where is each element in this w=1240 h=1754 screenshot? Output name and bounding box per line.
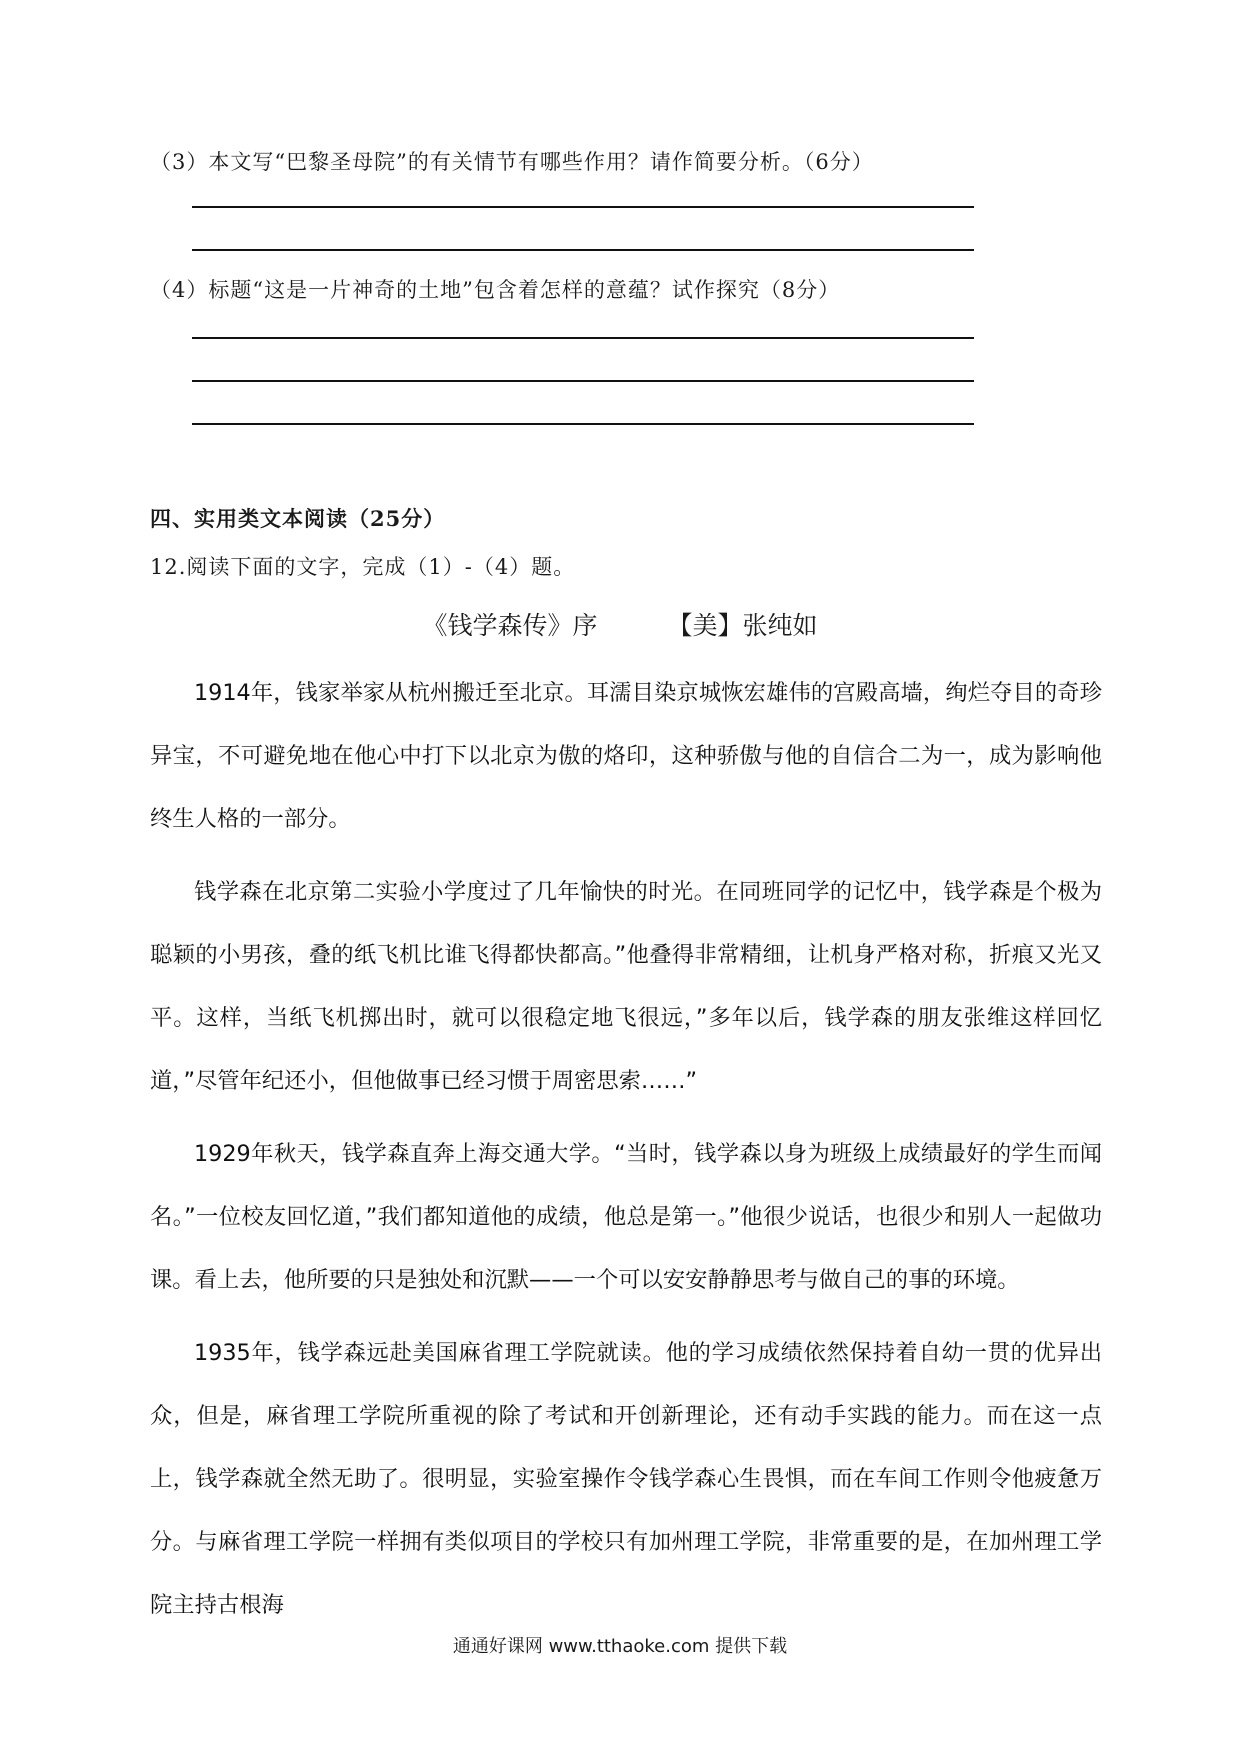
paragraph: 1914年，钱家举家从杭州搬迁至北京。耳濡目染京城恢宏雄伟的宫殿高墙，绚烂夺目的奇珍异宝，不可避免地在他心中打下以北京为傲的烙印，这种骄傲与他的自信合二为一，成为影响他终生人格的一部分。 xyxy=(150,680,1102,832)
article-title: 《钱学森传》序 xyxy=(422,611,598,640)
answer-line xyxy=(192,380,974,382)
answer-line xyxy=(192,249,974,251)
article-author: 【美】张纯如 xyxy=(667,611,818,640)
paragraph: 钱学森在北京第二实验小学度过了几年愉快的时光。在同班同学的记忆中，钱学森是个极为聪颖的小男孩，叠的纸飞机比谁飞得都快都高。”他叠得非常精细，让机身严格对称，折痕又光又平。这样，当纸飞机掷出时，就可以很稳定地飞很远，”多年以后，钱学森的朋友张维这样回忆道，”尽管年纪还小，但他做事已经习惯于周密思索……” xyxy=(150,879,1102,1094)
answer-line xyxy=(192,337,974,339)
question-3-prompt: （3）本文写“巴黎圣母院”的有关情节有哪些作用？请作简要分析。（6分） xyxy=(150,150,874,174)
page-footer: 通通好课网 www.tthaoke.com 提供下载 xyxy=(452,1636,788,1657)
section-heading: 四、实用类文本阅读（25分） xyxy=(150,506,446,531)
paragraph: 1929年秋天，钱学森直奔上海交通大学。“当时，钱学森以身为班级上成绩最好的学生而闻名。”一位校友回忆道，”我们都知道他的成绩，他总是第一。”他很少说话，也很少和别人一起做功课。看上去，他所要的只是独处和沉默——一个可以安安静静思考与做自己的事的环境。 xyxy=(150,1141,1102,1293)
paragraph: 1935年，钱学森远赴美国麻省理工学院就读。他的学习成绩依然保持着自幼一贯的优异出众，但是，麻省理工学院所重视的除了考试和开创新理论，还有动手实践的能力。而在这一点上，钱学森就全然无助了。很明显，实验室操作令钱学森心生畏惧，而在车间工作则令他疲惫万分。与麻省理工学院一样拥有类似项目的学校只有加州理工学院，非常重要的是，在加州理工学院主持古根海 xyxy=(150,1340,1102,1618)
answer-line xyxy=(192,206,974,208)
article-heading xyxy=(0,606,1240,642)
answer-line xyxy=(192,423,974,425)
article-body xyxy=(150,662,1102,1647)
question-12-instruction: 12.阅读下面的文字，完成（1）-（4）题。 xyxy=(150,555,576,579)
question-4-prompt: （4）标题“这是一片神奇的土地”包含着怎样的意蕴？试作探究（8分） xyxy=(150,278,841,302)
